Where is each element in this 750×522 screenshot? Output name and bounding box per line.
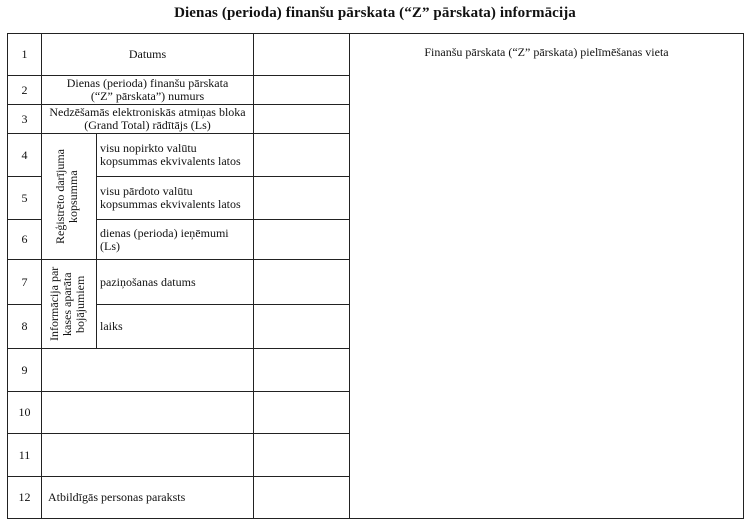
group-registered-transactions	[42, 134, 97, 260]
group-label: Reģistrēto darījuma kopsumma	[53, 149, 80, 244]
label-line: Nedzēšamās elektroniskās atmiņas bloka	[49, 105, 246, 119]
group-label: Informācija par kases aparāta bojājumiem	[47, 266, 87, 342]
row-number: 1	[8, 34, 42, 76]
row-number: 9	[8, 349, 42, 392]
label-line: kopsummas ekvivalents latos	[100, 197, 241, 211]
sold-currency-value-cell[interactable]	[254, 177, 350, 220]
row-number: 6	[8, 220, 42, 260]
blank-value-cell[interactable]	[254, 434, 350, 477]
daily-revenue-label	[97, 220, 254, 260]
bought-currency-label	[97, 134, 254, 177]
date-header: Datums	[42, 34, 254, 76]
row-number: 11	[8, 434, 42, 477]
signature-label: Atbildīgās personas paraksts	[42, 477, 254, 519]
label-line: Dienas (perioda) finanšu pārskata	[66, 76, 229, 90]
label-line: (Grand Total) rādītājs (Ls)	[84, 118, 211, 132]
grand-total-label	[42, 105, 254, 134]
notification-date-value-cell[interactable]	[254, 260, 350, 305]
report-paste-area	[350, 34, 744, 519]
row-number: 8	[8, 305, 42, 349]
blank-label-cell	[42, 434, 254, 477]
date-value-cell[interactable]	[254, 34, 350, 76]
row-number: 4	[8, 134, 42, 177]
blank-label-cell	[42, 392, 254, 434]
grand-total-value-cell[interactable]	[254, 105, 350, 134]
report-number-label	[42, 76, 254, 105]
notification-date-label: paziņošanas datums	[97, 260, 254, 305]
row-number: 2	[8, 76, 42, 105]
label-line: kopsummas ekvivalents latos	[100, 154, 241, 168]
time-label: laiks	[97, 305, 254, 349]
row-number: 10	[8, 392, 42, 434]
daily-revenue-value-cell[interactable]	[254, 220, 350, 260]
row-number: 5	[8, 177, 42, 220]
label-line: visu pārdoto valūtu	[100, 184, 193, 198]
report-paste-area-label: Finanšu pārskata (“Z” pārskata) pielīmēšanas vieta	[424, 45, 669, 59]
label-line: dienas (perioda) ieņēmumi	[100, 225, 229, 240]
report-number-value-cell[interactable]	[254, 76, 350, 105]
table-row	[8, 34, 744, 76]
bought-currency-value-cell[interactable]	[254, 134, 350, 177]
row-number: 3	[8, 105, 42, 134]
time-value-cell[interactable]	[254, 305, 350, 349]
blank-value-cell[interactable]	[254, 349, 350, 392]
form-title: Dienas (perioda) finanšu pārskata (“Z” pārskata) informācija	[174, 5, 576, 21]
blank-value-cell[interactable]	[254, 392, 350, 434]
group-register-malfunction	[42, 260, 97, 349]
row-number: 7	[8, 260, 42, 305]
z-report-table	[7, 33, 744, 519]
blank-label-cell	[42, 349, 254, 392]
sold-currency-label	[97, 177, 254, 220]
label-line: (Ls)	[100, 238, 120, 253]
label-line: (“Z” pārskata”) numurs	[90, 89, 205, 103]
row-number: 12	[8, 477, 42, 519]
signature-value-cell[interactable]	[254, 477, 350, 519]
label-line: visu nopirkto valūtu	[100, 141, 197, 155]
